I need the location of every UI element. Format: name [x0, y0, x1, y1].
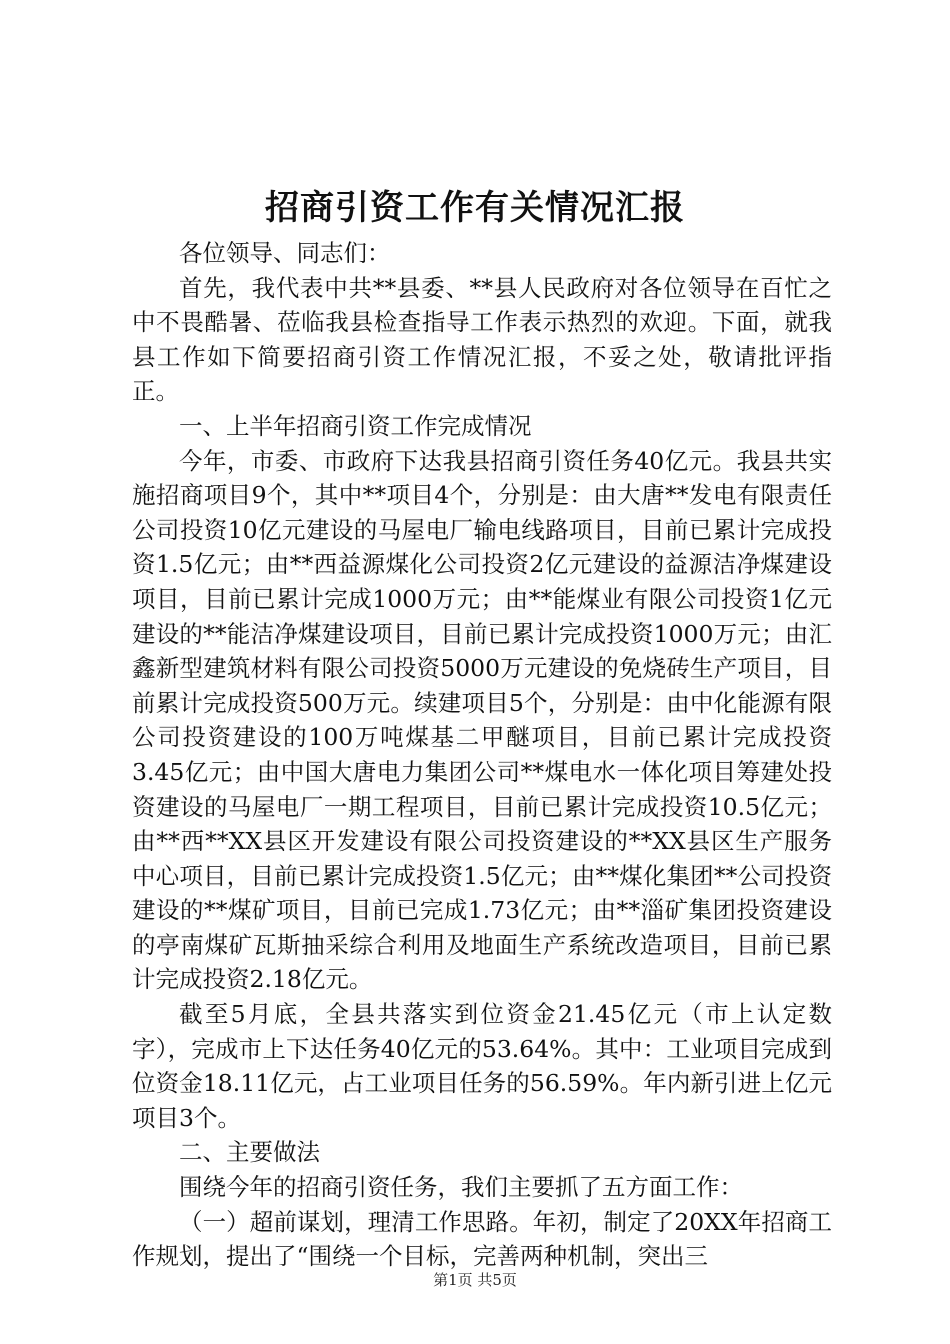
- paragraph-projects: 今年，市委、市政府下达我县招商引资任务40亿元。我县共实施招商项目9个，其中**项目4个，分别是：由大唐**发电有限责任公司投资10亿元建设的马屋电厂输电线路项目，目前已累计完成投资1.5亿元；由**西益源煤化公司投资2亿元建设的益源洁净煤建设项目，目前已累计完成1000万元；由**能煤业有限公司投资1亿元建设的**能洁净煤建设项目，目前已累计完成投资1000万元；由汇鑫新型建筑材料有限公司投资5000万元建设的免烧砖生产项目，目前累计完成投资500万元。续建项目5个，分别是：由中化能源有限公司投资建设的100万吨煤基二甲醚项目，目前已累计完成投资3.45亿元；由中国大唐电力集团公司**煤电水一体化项目筹建处投资建设的马屋电厂一期工程项目，目前已累计完成投资10.5亿元；由**西**XX县区开发建设有限公司投资建设的**XX县区生产服务中心项目，目前已累计完成投资1.5亿元；由**煤化集团**公司投资建设的**煤矿项目，目前已完成1.73亿元；由**淄矿集团投资建设的亭南煤矿瓦斯抽采综合利用及地面生产系统改造项目，目前已累计完成投资2.18亿元。: [132, 446, 832, 994]
- section-heading-2: 二、主要做法: [179, 1138, 320, 1167]
- paragraph-funds: 截至5月底，全县共落实到位资金21.45亿元（市上认定数字），完成市上下达任务40亿元的53.64%。其中：工业项目完成到位资金18.11亿元，占工业项目任务的56.59%。年内新引进上亿元项目3个。: [132, 1000, 832, 1132]
- document-title: 招商引资工作有关情况汇报: [265, 188, 685, 228]
- page-footer: 第1页 共5页: [433, 1271, 517, 1289]
- paragraph-method-1: （一）超前谋划，理清工作思路。年初，制定了20XX年招商工作规划，提出了“围绕一个目标，完善两种机制，突出三: [132, 1207, 832, 1271]
- paragraph-intro-methods: 围绕今年的招商引资任务，我们主要抓了五方面工作：: [179, 1173, 743, 1202]
- paragraph-opening: 首先，我代表中共**县委、**县人民政府对各位领导在百忙之中不畏酷暑、莅临我县检查指导工作表示热烈的欢迎。下面，就我县工作如下简要招商引资工作情况汇报，不妥之处，敬请批评指正。: [132, 273, 832, 406]
- section-heading-1: 一、上半年招商引资工作完成情况: [179, 411, 532, 440]
- document-body: [132, 236, 832, 1274]
- salutation: 各位领导、同志们：: [179, 239, 391, 267]
